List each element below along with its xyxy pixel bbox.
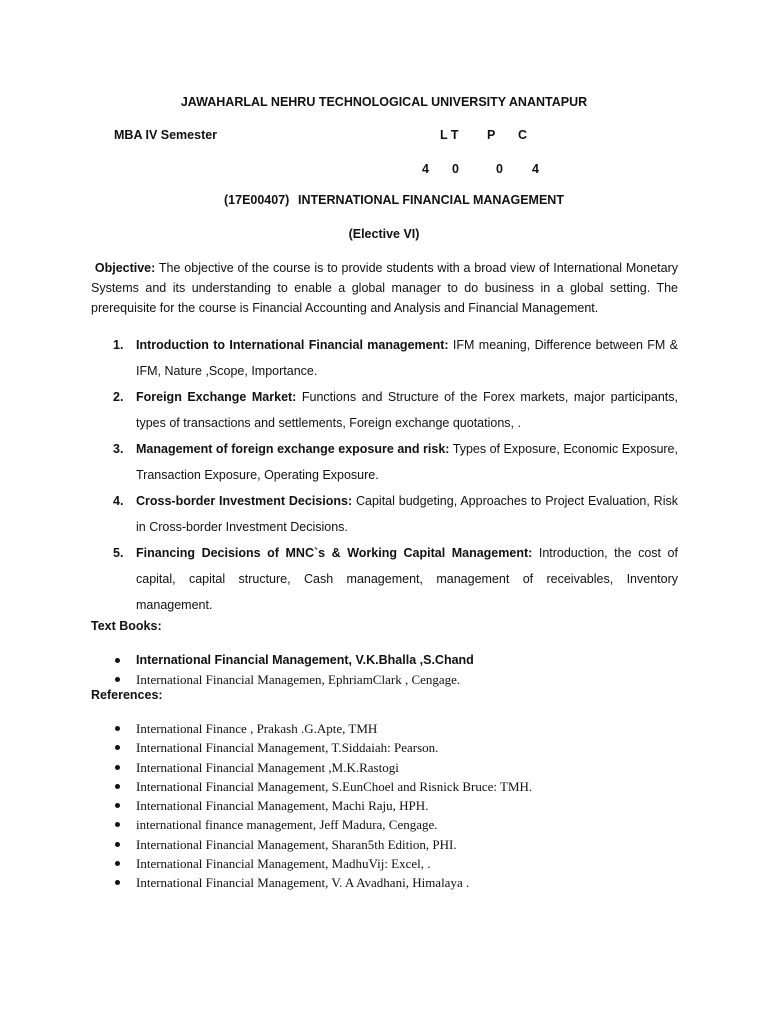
list-item-text: International Financial Management, V.K.Bhalla ,S.Chand: [136, 653, 474, 667]
list-item: [110, 777, 690, 796]
semester-label: MBA IV Semester: [114, 128, 218, 142]
list-item: [110, 719, 690, 738]
topic-text: Functions and Structure of the Forex markets, major participants, types of transactions and settlements, Foreign exchange quotations, .: [136, 390, 678, 430]
topic-title: Introduction to International Financial management:: [136, 338, 449, 352]
topic-title: Cross-border Investment Decisions:: [136, 494, 353, 508]
ltpc-label-lt: L T: [440, 128, 459, 142]
bullet-icon: [115, 803, 120, 808]
ltpc-value-c: 4: [532, 162, 539, 176]
bullet-icon: [115, 842, 120, 847]
bullet-icon: [115, 658, 120, 663]
bullet-icon: [115, 677, 120, 682]
course-code: (17E00407): [224, 193, 290, 207]
ltpc-label-p: P: [487, 128, 496, 142]
list-item-text: International Financial Management, Machi Raju, HPH.: [136, 798, 429, 814]
list-item-text: international finance management, Jeff Madura, Cengage.: [136, 817, 438, 833]
list-item: [110, 738, 690, 757]
list-item-text: International Financial Management, Sharan5th Edition, PHI.: [136, 836, 457, 852]
list-item: [110, 796, 690, 815]
list-item-text: International Financial Management ,M.K.Rastogi: [136, 759, 399, 775]
topic-title: Financing Decisions of MNC`s & Working Capital Management:: [136, 546, 533, 560]
topic-item: [91, 436, 678, 488]
bullet-icon: [115, 822, 120, 827]
topics-list: [91, 332, 678, 618]
objective-paragraph: [91, 258, 678, 318]
list-item: [110, 854, 690, 873]
topic-number: 4.: [113, 494, 124, 508]
elective-label: (Elective VI): [348, 227, 420, 241]
topic-item: [91, 540, 678, 618]
list-item-text: International Financial Management, S.EunChoel and Risnick Bruce: TMH.: [136, 778, 533, 794]
topic-number: 2.: [113, 390, 124, 404]
topic-number: 1.: [113, 338, 124, 352]
university-name: JAWAHARLAL NEHRU TECHNOLOGICAL UNIVERSITY ANANTAPUR: [180, 95, 588, 109]
ltpc-value-p: 0: [496, 162, 503, 176]
ltpc-value-t: 0: [452, 162, 459, 176]
references-heading: References:: [91, 688, 163, 702]
bullet-icon: [115, 880, 120, 885]
topic-text: Capital budgeting, Approaches to Project Evaluation, Risk in Cross-border Investment Decisions.: [136, 494, 678, 534]
topic-text: IFM meaning, Difference between FM & IFM, Nature ,Scope, Importance.: [136, 338, 679, 378]
list-item-text: International Financial Managemen, EphriamClark , Cengage.: [136, 672, 461, 688]
objective-text: The objective of the course is to provide students with a broad view of International Monetary Systems and its understanding to enable a global manager to do business in a global setting. The prerequisite for the course is Financial Accounting and Analysis and Financial Management.: [91, 261, 678, 315]
bullet-icon: [115, 784, 120, 789]
list-item: [110, 651, 690, 670]
list-item: [110, 873, 690, 892]
list-item: [110, 815, 690, 834]
topic-text: Types of Exposure, Economic Exposure, Transaction Exposure, Operating Exposure.: [136, 442, 678, 482]
objective-label: Objective:: [94, 261, 156, 275]
ltpc-label-c: C: [518, 128, 528, 142]
text-books-heading: Text Books:: [91, 619, 162, 633]
topic-number: 5.: [113, 546, 124, 560]
course-title: INTERNATIONAL FINANCIAL MANAGEMENT: [298, 193, 564, 207]
list-item-text: International Financial Management, MadhuVij: Excel, .: [136, 856, 431, 872]
bullet-icon: [115, 861, 120, 866]
bullet-icon: [115, 745, 120, 750]
topic-item: [91, 488, 678, 540]
text-books-list: [110, 651, 690, 690]
list-item: [110, 670, 690, 689]
list-item: [110, 835, 690, 854]
topic-item: [91, 332, 678, 384]
topic-number: 3.: [113, 442, 124, 456]
list-item: [110, 758, 690, 777]
references-list: [110, 719, 690, 893]
bullet-icon: [115, 765, 120, 770]
list-item-text: International Financial Management, T.Siddaiah: Pearson.: [136, 740, 439, 756]
bullet-icon: [115, 726, 120, 731]
topic-text: Introduction, the cost of capital, capital structure, Cash management, management of receivables, Inventory management.: [136, 546, 678, 612]
ltpc-value-l: 4: [422, 162, 429, 176]
topic-item: [91, 384, 678, 436]
list-item-text: International Finance , Prakash .G.Apte, TMH: [136, 721, 378, 736]
list-item-text: International Financial Management, V. A Avadhani, Himalaya .: [136, 875, 470, 891]
topic-title: Management of foreign exchange exposure and risk:: [136, 442, 450, 456]
topic-title: Foreign Exchange Market:: [136, 390, 297, 404]
